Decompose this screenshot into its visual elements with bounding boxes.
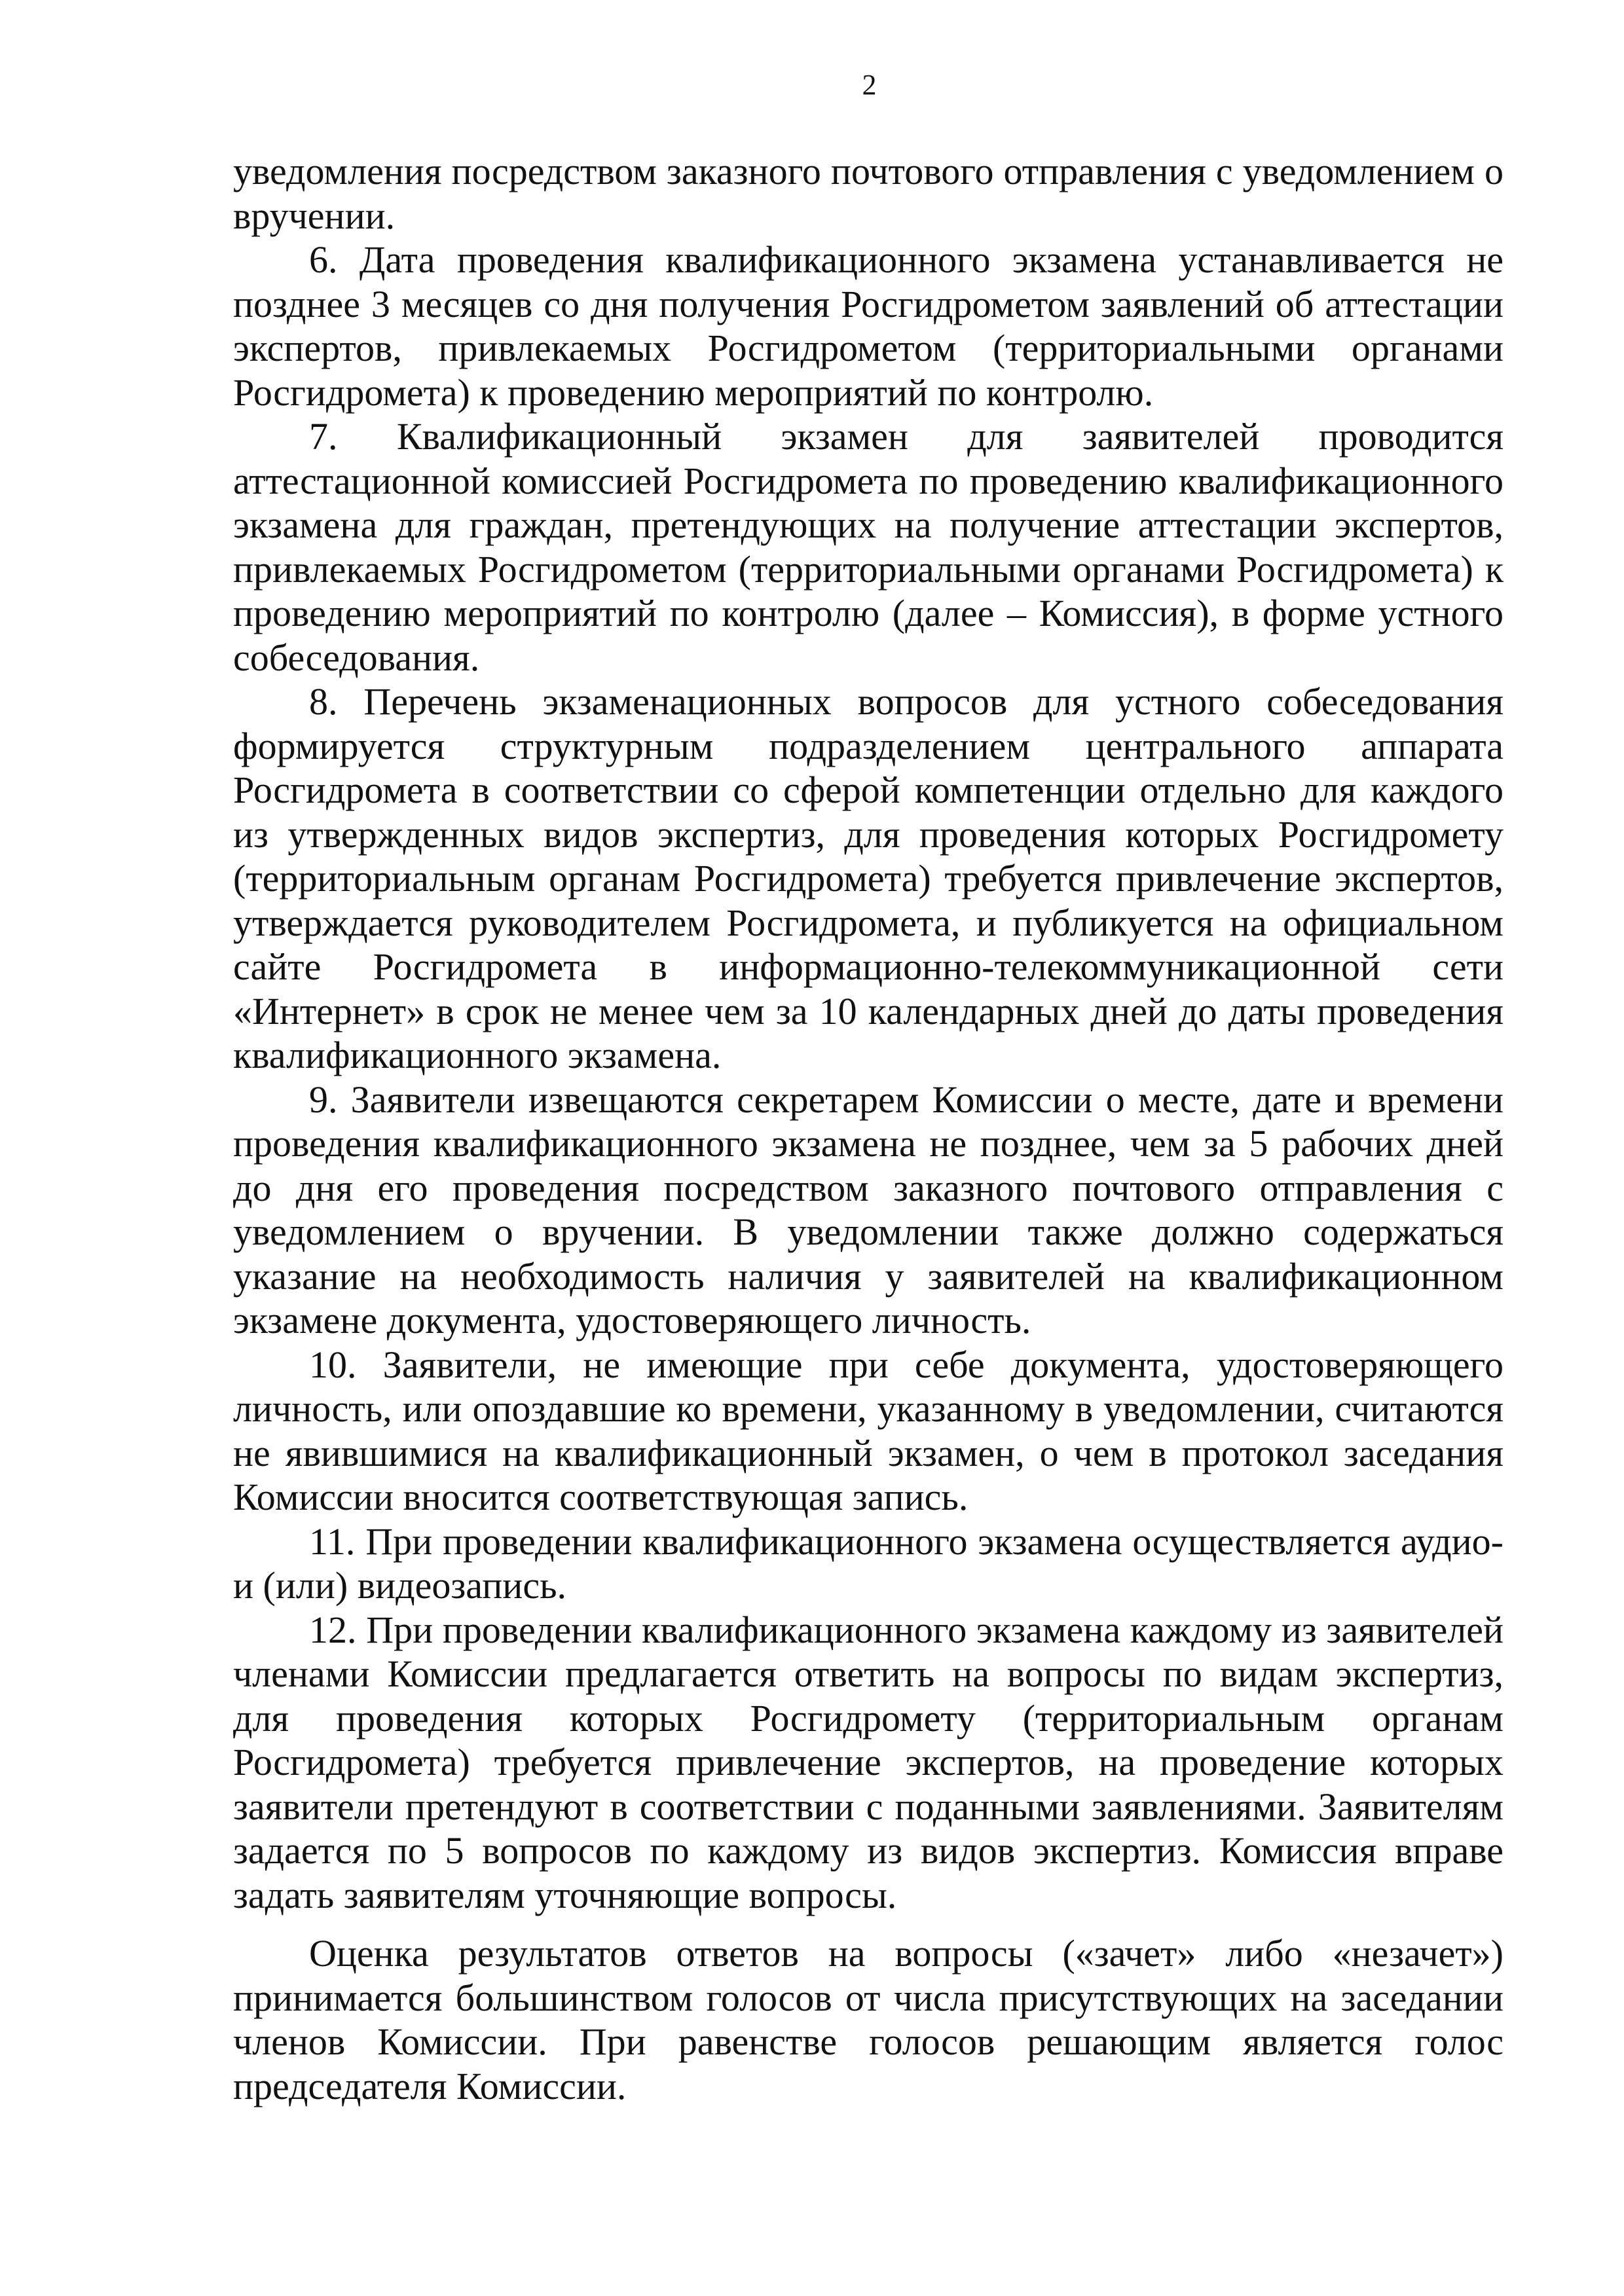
paragraph-item-8: 8. Перечень экзаменационных вопросов для устного собеседования формируется структурным подразделением центрального аппарата Росгидромета в соответствии со сферой компетенции отдельно для каждого из утвержденных видов экспертиз, для проведения которых Росгидромету (территориальным органам Росгидромета) требуется привлечение экспертов, утверждается руководителем Росгидромета, и публикуется на официальном сайте Росгидромета в информационно-телекоммуникационной сети «Интернет» в срок не менее чем за 10 календарных дней до даты проведения квалификационного экзамена. bbox=[233, 680, 1504, 1076]
paragraph-item-10: 10. Заявители, не имеющие при себе документа, удостоверяющего личность, или опоздавшие ко времени, указанному в уведомлении, считаются не явившимися на квалификационный экзамен, о чем в протокол заседания Комиссии вносится соответствующая запись. bbox=[233, 1343, 1504, 1518]
document-body bbox=[233, 149, 1504, 2108]
paragraph-continuation: уведомления посредством заказного почтового отправления с уведомлением о вручении. bbox=[233, 150, 1504, 237]
paragraph-item-11: 11. При проведении квалификационного экзамена осуществляется аудио- и (или) видеозапись. bbox=[233, 1520, 1504, 1607]
paragraph-evaluation: Оценка результатов ответов на вопросы («зачет» либо «незачет») принимается большинством голосов от числа присутствующих на заседании членов Комиссии. При равенстве голосов решающим является голос председателя Комиссии. bbox=[233, 1932, 1504, 2107]
paragraph-item-7: 7. Квалификационный экзамен для заявителей проводится аттестационной комиссией Росгидромета по проведению квалификационного экзамена для граждан, претендующих на получение аттестации экспертов, привлекаемых Росгидрометом (территориальными органами Росгидромета) к проведению мероприятий по контролю (далее – Комиссия), в форме устного собеседования. bbox=[233, 415, 1504, 679]
paragraph-item-12: 12. При проведении квалификационного экзамена каждому из заявителей членами Комиссии предлагается ответить на вопросы по видам экспертиз, для проведения которых Росгидромету (территориальным органам Росгидромета) требуется привлечение экспертов, на проведение которых заявители претендуют в соответствии с поданными заявлениями. Заявителям задается по 5 вопросов по каждому из видов экспертиз. Комиссия вправе задать заявителям уточняющие вопросы. bbox=[233, 1608, 1504, 1916]
paragraph-item-9: 9. Заявители извещаются секретарем Комиссии о месте, дате и времени проведения квалификационного экзамена не позднее, чем за 5 рабочих дней до дня его проведения посредством заказного почтового отправления с уведомлением о вручении. В уведомлении также должно содержаться указание на необходимость наличия у заявителей на квалификационном экзамене документа, удостоверяющего личность. bbox=[233, 1078, 1504, 1341]
paragraph-item-6: 6. Дата проведения квалификационного экзамена устанавливается не позднее 3 месяцев со дня получения Росгидрометом заявлений об аттестации экспертов, привлекаемых Росгидрометом (территориальными органами Росгидромета) к проведению мероприятий по контролю. bbox=[233, 238, 1504, 414]
page-number: 2 bbox=[862, 69, 877, 101]
